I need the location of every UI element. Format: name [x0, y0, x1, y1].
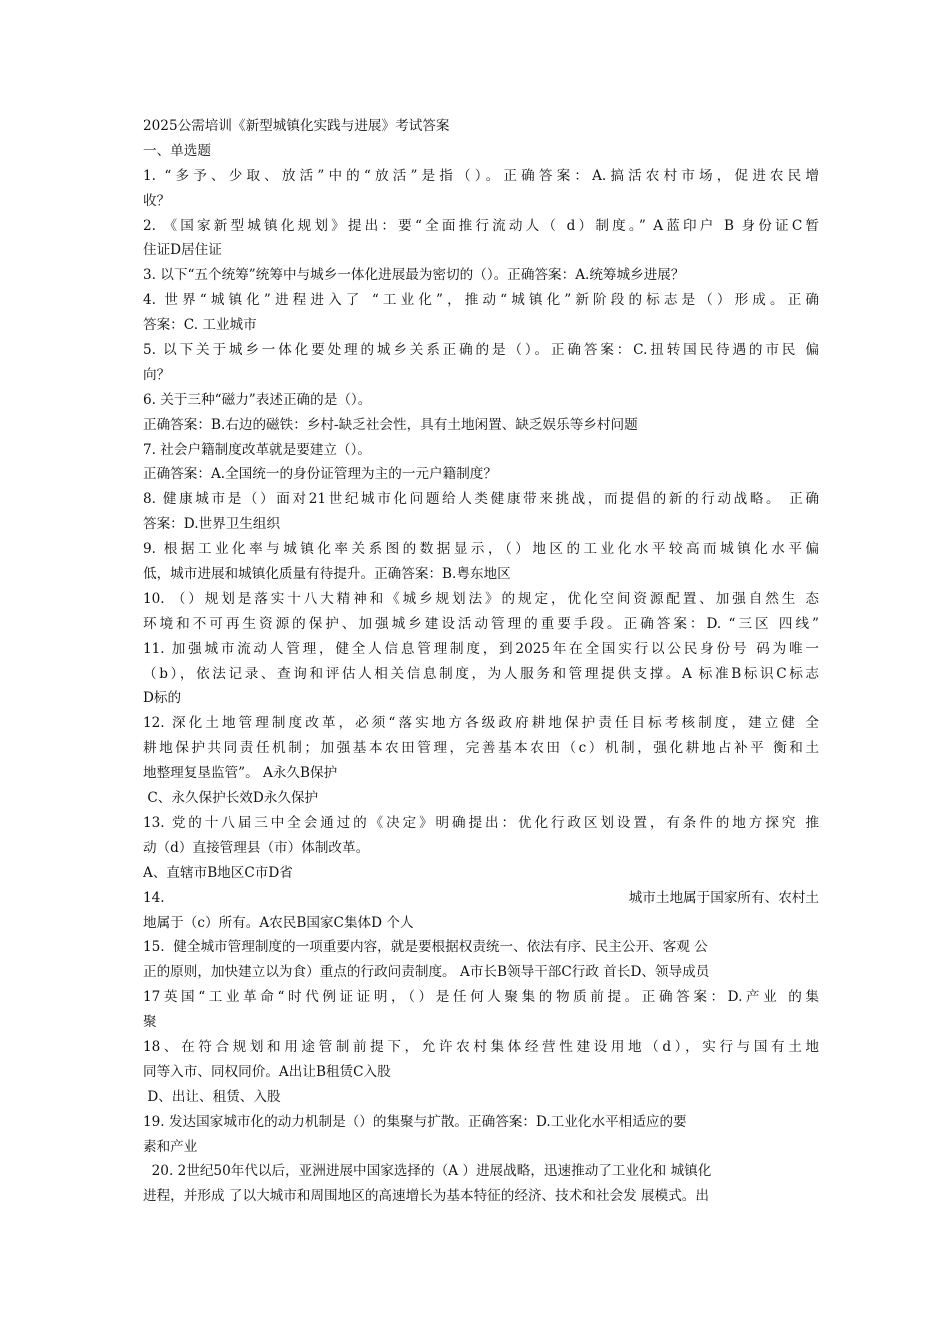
- text-line: 地整理复垦监管”。 A永久B保护: [143, 765, 338, 782]
- text-line: 3. 以下“五个统筹”统筹中与城乡一体化进展最为密切的（）。正确答案：A.统筹城乡进展？: [143, 267, 685, 284]
- text-line: （b），依法记录、查询和评估人相关信息制度，为人服务和管理提供支撑。A 标准B标识C标志: [143, 665, 819, 682]
- text-line: 进程，并形成 了以大城市和周围地区的高速增长为基本特征的经济、技术和社会发 展模式。出: [143, 1188, 709, 1205]
- text-line: 环境和不可再生资源的保护、加强城乡建设活动管理的重要手段。正确答案：D. “三区 四线”: [143, 615, 819, 632]
- section-heading: 一、单选题: [143, 142, 211, 159]
- text-line: 答案：C. 工业城市: [143, 317, 257, 334]
- text-line: 17英国“工业革命“时代例证证明，（）是任何人聚集的物质前提。正确答案：D.产业 的集: [143, 989, 819, 1006]
- text-line: 动（d）直接管理县（市）体制改革。: [143, 839, 370, 856]
- document-lines: [143, 139, 819, 1209]
- text-line: 12. 深化土地管理制度改革，必须“落实地方各级政府耕地保护责任目标考核制度，建立健 全: [143, 715, 819, 732]
- text-line: 答案：D.世界卫生组织: [143, 516, 281, 533]
- text-line: 正确答案：A.全国统一的身份证管理为主的一元户籍制度？: [143, 466, 497, 483]
- text-line: 素和产业: [143, 1138, 198, 1155]
- text-line: 收？: [143, 192, 171, 209]
- document-title: 2025公需培训《新型城镇化实践与进展》考试答案: [143, 118, 450, 134]
- text-line: C、永久保护长效D永久保护: [143, 790, 319, 807]
- text-line: 2. 《国家新型城镇化规划》提出：要“全面推行流动人（ d）制度。” A蓝印户 B 身份证C暂: [143, 217, 819, 234]
- text-line: 4. 世界“城镇化”进程进入了 “工业化”，推动“城镇化”新阶段的标志是（）形成。正确: [143, 292, 819, 309]
- text-line: 5. 以下关于城乡一体化要处理的城乡关系正确的是（）。正确答案：C.扭转国民待遇的市民 偏: [143, 342, 819, 359]
- text-line: A、直辖市B地区C市D省: [143, 864, 293, 881]
- text-line: 9. 根据工业化率与城镇化率关系图的数据显示，（）地区的工业化水平较高而城镇化水平偏: [143, 541, 819, 558]
- text-line: 地属于（c）所有。A农民B国家C集体D 个人: [143, 914, 414, 931]
- text-line: 向？: [143, 366, 171, 383]
- text-line: 正的原则，加快建立以为食）重点的行政问责制度。 A市长B领导干部C行政 首长D、领导成员: [143, 964, 710, 981]
- text-line: 同等入市、同权同价。A出让B租赁C入股: [143, 1063, 391, 1080]
- split-line: [143, 886, 819, 911]
- text-line: 13. 党的十八届三中全会通过的《决定》明确提出：优化行政区划设置，有条件的地方探究 推: [143, 814, 819, 831]
- split-line-left: 14.: [143, 889, 165, 906]
- text-line: 住证D居住证: [143, 242, 222, 259]
- text-line: 20. 2世纪50年代以后，亚洲进展中国家选择的（A ）进展战略，迅速推动了工业化和 城镇化: [143, 1163, 712, 1180]
- text-line: 1. “多予、少取、放活”中的“放活”是指（）。正确答案：A.搞活农村市场，促进农民增: [143, 167, 819, 184]
- text-line: D标的: [143, 690, 182, 707]
- text-line: 19. 发达国家城市化的动力机制是（）的集聚与扩散。正确答案：D.工业化水平相适应的要: [143, 1113, 687, 1130]
- text-line: D、出让、租赁、入股: [143, 1088, 281, 1105]
- text-line: 18、在符合规划和用途管制前提下，允许农村集体经营性建设用地（d），实行与国有土地: [143, 1038, 819, 1055]
- text-line: 6. 关于三种“磁力”表述正确的是（）。: [143, 391, 372, 408]
- text-line: 耕地保护共同责任机制；加强基本农田管理，完善基本农田（c）机制，强化耕地占补平 衡和土: [143, 740, 819, 757]
- text-line: 7. 社会户籍制度改革就是要建立（）。: [143, 441, 371, 458]
- text-line: 正确答案：B.右边的磁铁：乡村-缺乏社会性，具有土地闲置、缺乏娱乐等乡村问题: [143, 416, 638, 433]
- text-line: 8. 健康城市是（）面对21世纪城市化问题给人类健康带来挑战，而提倡的新的行动战略。 正确: [143, 491, 819, 508]
- document-body: [143, 114, 819, 1209]
- text-line: 10. （）规划是落实十八大精神和《城乡规划法》的规定，优化空间资源配置、加强自然生 态: [143, 590, 819, 607]
- text-line: 聚: [143, 1014, 157, 1031]
- text-line: 低，城市进展和城镇化质量有待提升。正确答案：B.粤东地区: [143, 566, 511, 583]
- text-line: 11. 加强城市流动人管理，健全人信息管理制度，到2025年在全国实行以公民身份号 码为唯一: [143, 640, 819, 657]
- split-line-right: 城市土地属于国家所有、农村土: [628, 889, 819, 906]
- text-line: 15. 健全城市管理制度的一项重要内容，就是要根据权责统一、依法有序、民主公开、客观 公: [143, 939, 708, 956]
